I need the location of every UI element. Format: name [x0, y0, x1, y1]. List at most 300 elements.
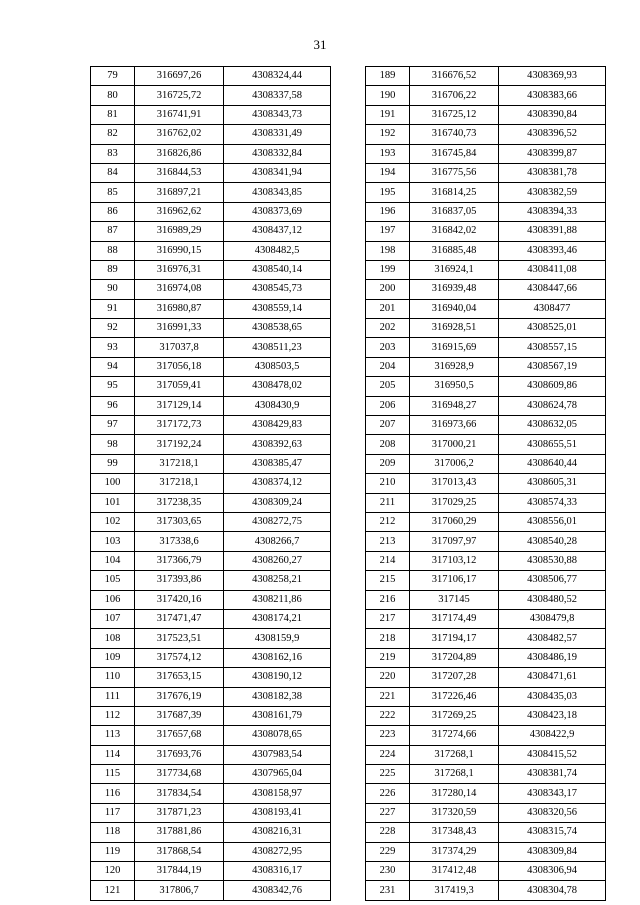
x-coordinate-cell: 316973,66 [410, 416, 499, 435]
x-coordinate-cell: 317871,23 [135, 803, 224, 822]
point-number-cell: 207 [366, 416, 410, 435]
point-number-cell: 109 [91, 648, 135, 667]
x-coordinate-cell: 317412,48 [410, 862, 499, 881]
point-number-cell: 79 [91, 67, 135, 86]
x-coordinate-cell: 316940,04 [410, 299, 499, 318]
x-coordinate-cell: 317097,97 [410, 532, 499, 551]
table-row [91, 280, 331, 299]
x-coordinate-cell: 316837,05 [410, 202, 499, 221]
y-coordinate-cell: 4308482,57 [499, 629, 606, 648]
x-coordinate-cell: 316991,33 [135, 319, 224, 338]
x-coordinate-cell: 316844,53 [135, 163, 224, 182]
table-row [91, 551, 331, 570]
x-coordinate-cell: 316826,86 [135, 144, 224, 163]
y-coordinate-cell: 4308655,51 [499, 435, 606, 454]
x-coordinate-cell: 316980,87 [135, 299, 224, 318]
x-coordinate-cell: 317693,76 [135, 745, 224, 764]
x-coordinate-cell: 316697,26 [135, 67, 224, 86]
x-coordinate-cell: 317174,49 [410, 609, 499, 628]
point-number-cell: 229 [366, 842, 410, 861]
table-row [366, 280, 606, 299]
y-coordinate-cell: 4308556,01 [499, 512, 606, 531]
page-number: 31 [313, 37, 327, 52]
table-row [366, 125, 606, 144]
point-number-cell: 228 [366, 823, 410, 842]
table-row [366, 396, 606, 415]
point-number-cell: 199 [366, 260, 410, 279]
point-number-cell: 211 [366, 493, 410, 512]
coordinates-table-right [365, 66, 606, 901]
y-coordinate-cell: 4308394,33 [499, 202, 606, 221]
y-coordinate-cell: 4308471,61 [499, 668, 606, 687]
x-coordinate-cell: 316740,73 [410, 125, 499, 144]
point-number-cell: 87 [91, 222, 135, 241]
y-coordinate-cell: 4308309,24 [224, 493, 331, 512]
y-coordinate-cell: 4308211,86 [224, 590, 331, 609]
x-coordinate-cell: 316741,91 [135, 105, 224, 124]
table-row [91, 881, 331, 900]
x-coordinate-cell: 317029,25 [410, 493, 499, 512]
table-row [366, 629, 606, 648]
y-coordinate-cell: 4308343,17 [499, 784, 606, 803]
x-coordinate-cell: 317348,43 [410, 823, 499, 842]
y-coordinate-cell: 4308482,5 [224, 241, 331, 260]
point-number-cell: 104 [91, 551, 135, 570]
x-coordinate-cell: 317000,21 [410, 435, 499, 454]
x-coordinate-cell: 316842,02 [410, 222, 499, 241]
point-number-cell: 194 [366, 163, 410, 182]
x-coordinate-cell: 317268,1 [410, 745, 499, 764]
x-coordinate-cell: 317420,16 [135, 590, 224, 609]
table-row [366, 222, 606, 241]
point-number-cell: 220 [366, 668, 410, 687]
point-number-cell: 204 [366, 357, 410, 376]
point-number-cell: 121 [91, 881, 135, 900]
table-row [366, 144, 606, 163]
x-coordinate-cell: 317303,65 [135, 512, 224, 531]
y-coordinate-cell: 4308341,94 [224, 163, 331, 182]
table-row [91, 357, 331, 376]
x-coordinate-cell: 317194,17 [410, 629, 499, 648]
point-number-cell: 200 [366, 280, 410, 299]
table-row [91, 144, 331, 163]
point-number-cell: 81 [91, 105, 135, 124]
x-coordinate-cell: 317366,79 [135, 551, 224, 570]
table-row [91, 183, 331, 202]
point-number-cell: 85 [91, 183, 135, 202]
y-coordinate-cell: 4308078,65 [224, 726, 331, 745]
table-row [366, 609, 606, 628]
y-coordinate-cell: 4308315,74 [499, 823, 606, 842]
x-coordinate-cell: 317207,28 [410, 668, 499, 687]
point-number-cell: 84 [91, 163, 135, 182]
table-row [366, 105, 606, 124]
y-coordinate-cell: 4308399,87 [499, 144, 606, 163]
point-number-cell: 225 [366, 765, 410, 784]
y-coordinate-cell: 4308437,12 [224, 222, 331, 241]
point-number-cell: 222 [366, 706, 410, 725]
x-coordinate-cell: 317268,1 [410, 765, 499, 784]
point-number-cell: 198 [366, 241, 410, 260]
y-coordinate-cell: 4308525,01 [499, 319, 606, 338]
y-coordinate-cell: 4308393,46 [499, 241, 606, 260]
y-coordinate-cell: 4308423,18 [499, 706, 606, 725]
point-number-cell: 214 [366, 551, 410, 570]
table-row [91, 571, 331, 590]
y-coordinate-cell: 4308390,84 [499, 105, 606, 124]
table-row [91, 609, 331, 628]
x-coordinate-cell: 317523,51 [135, 629, 224, 648]
point-number-cell: 223 [366, 726, 410, 745]
point-number-cell: 100 [91, 474, 135, 493]
point-number-cell: 206 [366, 396, 410, 415]
point-number-cell: 103 [91, 532, 135, 551]
x-coordinate-cell: 317419,3 [410, 881, 499, 900]
x-coordinate-cell: 317834,54 [135, 784, 224, 803]
y-coordinate-cell: 4308306,94 [499, 862, 606, 881]
y-coordinate-cell: 4308530,88 [499, 551, 606, 570]
x-coordinate-cell: 316989,29 [135, 222, 224, 241]
point-number-cell: 112 [91, 706, 135, 725]
y-coordinate-cell: 4308258,21 [224, 571, 331, 590]
x-coordinate-cell: 317226,46 [410, 687, 499, 706]
table-row [91, 532, 331, 551]
table-row [91, 260, 331, 279]
table-row [91, 842, 331, 861]
x-coordinate-cell: 316775,56 [410, 163, 499, 182]
y-coordinate-cell: 4308540,28 [499, 532, 606, 551]
y-coordinate-cell: 4308316,17 [224, 862, 331, 881]
x-coordinate-cell: 317734,68 [135, 765, 224, 784]
y-coordinate-cell: 4308447,66 [499, 280, 606, 299]
table-row [91, 474, 331, 493]
table-row [366, 784, 606, 803]
x-coordinate-cell: 317269,25 [410, 706, 499, 725]
y-coordinate-cell: 4308385,47 [224, 454, 331, 473]
x-coordinate-cell: 317192,24 [135, 435, 224, 454]
table-row [366, 319, 606, 338]
table-row [91, 493, 331, 512]
y-coordinate-cell: 4308369,93 [499, 67, 606, 86]
point-number-cell: 202 [366, 319, 410, 338]
point-number-cell: 102 [91, 512, 135, 531]
y-coordinate-cell: 4308337,58 [224, 86, 331, 105]
y-coordinate-cell: 4308182,38 [224, 687, 331, 706]
y-coordinate-cell: 4308381,74 [499, 765, 606, 784]
y-coordinate-cell: 4308216,31 [224, 823, 331, 842]
y-coordinate-cell: 4308272,95 [224, 842, 331, 861]
y-coordinate-cell: 4308392,63 [224, 435, 331, 454]
x-coordinate-cell: 316974,08 [135, 280, 224, 299]
point-number-cell: 86 [91, 202, 135, 221]
y-coordinate-cell: 4308415,52 [499, 745, 606, 764]
point-number-cell: 219 [366, 648, 410, 667]
y-coordinate-cell: 4308374,12 [224, 474, 331, 493]
x-coordinate-cell: 316928,51 [410, 319, 499, 338]
point-number-cell: 205 [366, 377, 410, 396]
point-number-cell: 80 [91, 86, 135, 105]
x-coordinate-cell: 317653,15 [135, 668, 224, 687]
table-row [91, 668, 331, 687]
y-coordinate-cell: 4308538,65 [224, 319, 331, 338]
table-row [91, 648, 331, 667]
table-row [91, 629, 331, 648]
point-number-cell: 83 [91, 144, 135, 163]
y-coordinate-cell: 4308574,33 [499, 493, 606, 512]
x-coordinate-cell: 316725,12 [410, 105, 499, 124]
point-number-cell: 111 [91, 687, 135, 706]
point-number-cell: 195 [366, 183, 410, 202]
point-number-cell: 227 [366, 803, 410, 822]
table-row [366, 745, 606, 764]
x-coordinate-cell: 317393,86 [135, 571, 224, 590]
x-coordinate-cell: 317320,59 [410, 803, 499, 822]
y-coordinate-cell: 4307983,54 [224, 745, 331, 764]
x-coordinate-cell: 316814,25 [410, 183, 499, 202]
y-coordinate-cell: 4308309,84 [499, 842, 606, 861]
point-number-cell: 221 [366, 687, 410, 706]
table-row [366, 454, 606, 473]
table-row [91, 706, 331, 725]
point-number-cell: 99 [91, 454, 135, 473]
y-coordinate-cell: 4308557,15 [499, 338, 606, 357]
point-number-cell: 212 [366, 512, 410, 531]
x-coordinate-cell: 316885,48 [410, 241, 499, 260]
point-number-cell: 105 [91, 571, 135, 590]
table-row [366, 163, 606, 182]
x-coordinate-cell: 317204,89 [410, 648, 499, 667]
y-coordinate-cell: 4308161,79 [224, 706, 331, 725]
point-number-cell: 218 [366, 629, 410, 648]
table-row [366, 241, 606, 260]
table-row [366, 687, 606, 706]
point-number-cell: 203 [366, 338, 410, 357]
x-coordinate-cell: 317274,66 [410, 726, 499, 745]
table-row [91, 319, 331, 338]
x-coordinate-cell: 317657,68 [135, 726, 224, 745]
table-row [91, 823, 331, 842]
x-coordinate-cell: 317013,43 [410, 474, 499, 493]
point-number-cell: 82 [91, 125, 135, 144]
table-row [366, 357, 606, 376]
point-number-cell: 231 [366, 881, 410, 900]
table-row [91, 163, 331, 182]
table-row [366, 299, 606, 318]
y-coordinate-cell: 4308193,41 [224, 803, 331, 822]
x-coordinate-cell: 317338,6 [135, 532, 224, 551]
y-coordinate-cell: 4308640,44 [499, 454, 606, 473]
point-number-cell: 94 [91, 357, 135, 376]
y-coordinate-cell: 4308304,78 [499, 881, 606, 900]
x-coordinate-cell: 317574,12 [135, 648, 224, 667]
x-coordinate-cell: 316745,84 [410, 144, 499, 163]
y-coordinate-cell: 4308545,73 [224, 280, 331, 299]
coordinates-table-left [90, 66, 331, 901]
table-row [91, 338, 331, 357]
table-row [366, 571, 606, 590]
table-row [366, 668, 606, 687]
x-coordinate-cell: 317868,54 [135, 842, 224, 861]
table-row [366, 590, 606, 609]
table-row [91, 105, 331, 124]
table-row [366, 823, 606, 842]
x-coordinate-cell: 317471,47 [135, 609, 224, 628]
point-number-cell: 196 [366, 202, 410, 221]
table-row [366, 532, 606, 551]
y-coordinate-cell: 4308479,8 [499, 609, 606, 628]
y-coordinate-cell: 4308435,03 [499, 687, 606, 706]
x-coordinate-cell: 317844,19 [135, 862, 224, 881]
x-coordinate-cell: 317676,19 [135, 687, 224, 706]
table-row [366, 551, 606, 570]
x-coordinate-cell: 316939,48 [410, 280, 499, 299]
y-coordinate-cell: 4308486,19 [499, 648, 606, 667]
y-coordinate-cell: 4308343,85 [224, 183, 331, 202]
point-number-cell: 210 [366, 474, 410, 493]
table-row [366, 765, 606, 784]
point-number-cell: 201 [366, 299, 410, 318]
table-row [366, 338, 606, 357]
x-coordinate-cell: 316897,21 [135, 183, 224, 202]
point-number-cell: 216 [366, 590, 410, 609]
table-row [91, 125, 331, 144]
point-number-cell: 95 [91, 377, 135, 396]
table-row [366, 803, 606, 822]
point-number-cell: 113 [91, 726, 135, 745]
table-row [91, 202, 331, 221]
point-number-cell: 89 [91, 260, 135, 279]
table-row [91, 67, 331, 86]
point-number-cell: 98 [91, 435, 135, 454]
point-number-cell: 215 [366, 571, 410, 590]
y-coordinate-cell: 4308373,69 [224, 202, 331, 221]
point-number-cell: 92 [91, 319, 135, 338]
x-coordinate-cell: 317006,2 [410, 454, 499, 473]
y-coordinate-cell: 4308343,73 [224, 105, 331, 124]
y-coordinate-cell: 4308342,76 [224, 881, 331, 900]
table-row [366, 260, 606, 279]
table-row [366, 842, 606, 861]
x-coordinate-cell: 317374,29 [410, 842, 499, 861]
point-number-cell: 97 [91, 416, 135, 435]
y-coordinate-cell: 4308411,08 [499, 260, 606, 279]
y-coordinate-cell: 4308266,7 [224, 532, 331, 551]
y-coordinate-cell: 4308422,9 [499, 726, 606, 745]
table-row [91, 396, 331, 415]
point-number-cell: 226 [366, 784, 410, 803]
point-number-cell: 230 [366, 862, 410, 881]
table-row [366, 67, 606, 86]
point-number-cell: 191 [366, 105, 410, 124]
table-row [91, 435, 331, 454]
point-number-cell: 213 [366, 532, 410, 551]
point-number-cell: 189 [366, 67, 410, 86]
y-coordinate-cell: 4308478,02 [224, 377, 331, 396]
table-row [366, 706, 606, 725]
y-coordinate-cell: 4308396,52 [499, 125, 606, 144]
table-row [91, 86, 331, 105]
x-coordinate-cell: 316676,52 [410, 67, 499, 86]
x-coordinate-cell: 316962,62 [135, 202, 224, 221]
x-coordinate-cell: 316990,15 [135, 241, 224, 260]
point-number-cell: 120 [91, 862, 135, 881]
y-coordinate-cell: 4308540,14 [224, 260, 331, 279]
point-number-cell: 224 [366, 745, 410, 764]
y-coordinate-cell: 4308324,44 [224, 67, 331, 86]
table-row [366, 862, 606, 881]
y-coordinate-cell: 4308383,66 [499, 86, 606, 105]
table-row [366, 435, 606, 454]
table-row [366, 512, 606, 531]
y-coordinate-cell: 4308381,78 [499, 163, 606, 182]
point-number-cell: 192 [366, 125, 410, 144]
point-number-cell: 114 [91, 745, 135, 764]
y-coordinate-cell: 4308162,16 [224, 648, 331, 667]
x-coordinate-cell: 316950,5 [410, 377, 499, 396]
point-number-cell: 117 [91, 803, 135, 822]
y-coordinate-cell: 4308430,9 [224, 396, 331, 415]
x-coordinate-cell: 316762,02 [135, 125, 224, 144]
point-number-cell: 118 [91, 823, 135, 842]
table-row [91, 687, 331, 706]
point-number-cell: 96 [91, 396, 135, 415]
table-row [91, 241, 331, 260]
table-row [91, 745, 331, 764]
table-row [91, 590, 331, 609]
point-number-cell: 90 [91, 280, 135, 299]
y-coordinate-cell: 4308624,78 [499, 396, 606, 415]
table-row [366, 881, 606, 900]
y-coordinate-cell: 4308190,12 [224, 668, 331, 687]
x-coordinate-cell: 317881,86 [135, 823, 224, 842]
point-number-cell: 193 [366, 144, 410, 163]
y-coordinate-cell: 4307965,04 [224, 765, 331, 784]
table-row [91, 222, 331, 241]
x-coordinate-cell: 316725,72 [135, 86, 224, 105]
point-number-cell: 115 [91, 765, 135, 784]
y-coordinate-cell: 4308332,84 [224, 144, 331, 163]
table-row [366, 183, 606, 202]
point-number-cell: 208 [366, 435, 410, 454]
y-coordinate-cell: 4308320,56 [499, 803, 606, 822]
x-coordinate-cell: 316924,1 [410, 260, 499, 279]
y-coordinate-cell: 4308174,21 [224, 609, 331, 628]
point-number-cell: 107 [91, 609, 135, 628]
table-row [91, 454, 331, 473]
x-coordinate-cell: 317218,1 [135, 454, 224, 473]
y-coordinate-cell: 4308391,88 [499, 222, 606, 241]
x-coordinate-cell: 317145 [410, 590, 499, 609]
point-number-cell: 119 [91, 842, 135, 861]
x-coordinate-cell: 317172,73 [135, 416, 224, 435]
y-coordinate-cell: 4308609,86 [499, 377, 606, 396]
y-coordinate-cell: 4308559,14 [224, 299, 331, 318]
point-number-cell: 190 [366, 86, 410, 105]
table-row [91, 765, 331, 784]
table-row [91, 862, 331, 881]
y-coordinate-cell: 4308477 [499, 299, 606, 318]
point-number-cell: 209 [366, 454, 410, 473]
table-row [91, 803, 331, 822]
y-coordinate-cell: 4308503,5 [224, 357, 331, 376]
table-row [366, 416, 606, 435]
table-row [366, 377, 606, 396]
table-row [91, 416, 331, 435]
x-coordinate-cell: 317238,35 [135, 493, 224, 512]
x-coordinate-cell: 317806,7 [135, 881, 224, 900]
y-coordinate-cell: 4308260,27 [224, 551, 331, 570]
table-row [366, 86, 606, 105]
